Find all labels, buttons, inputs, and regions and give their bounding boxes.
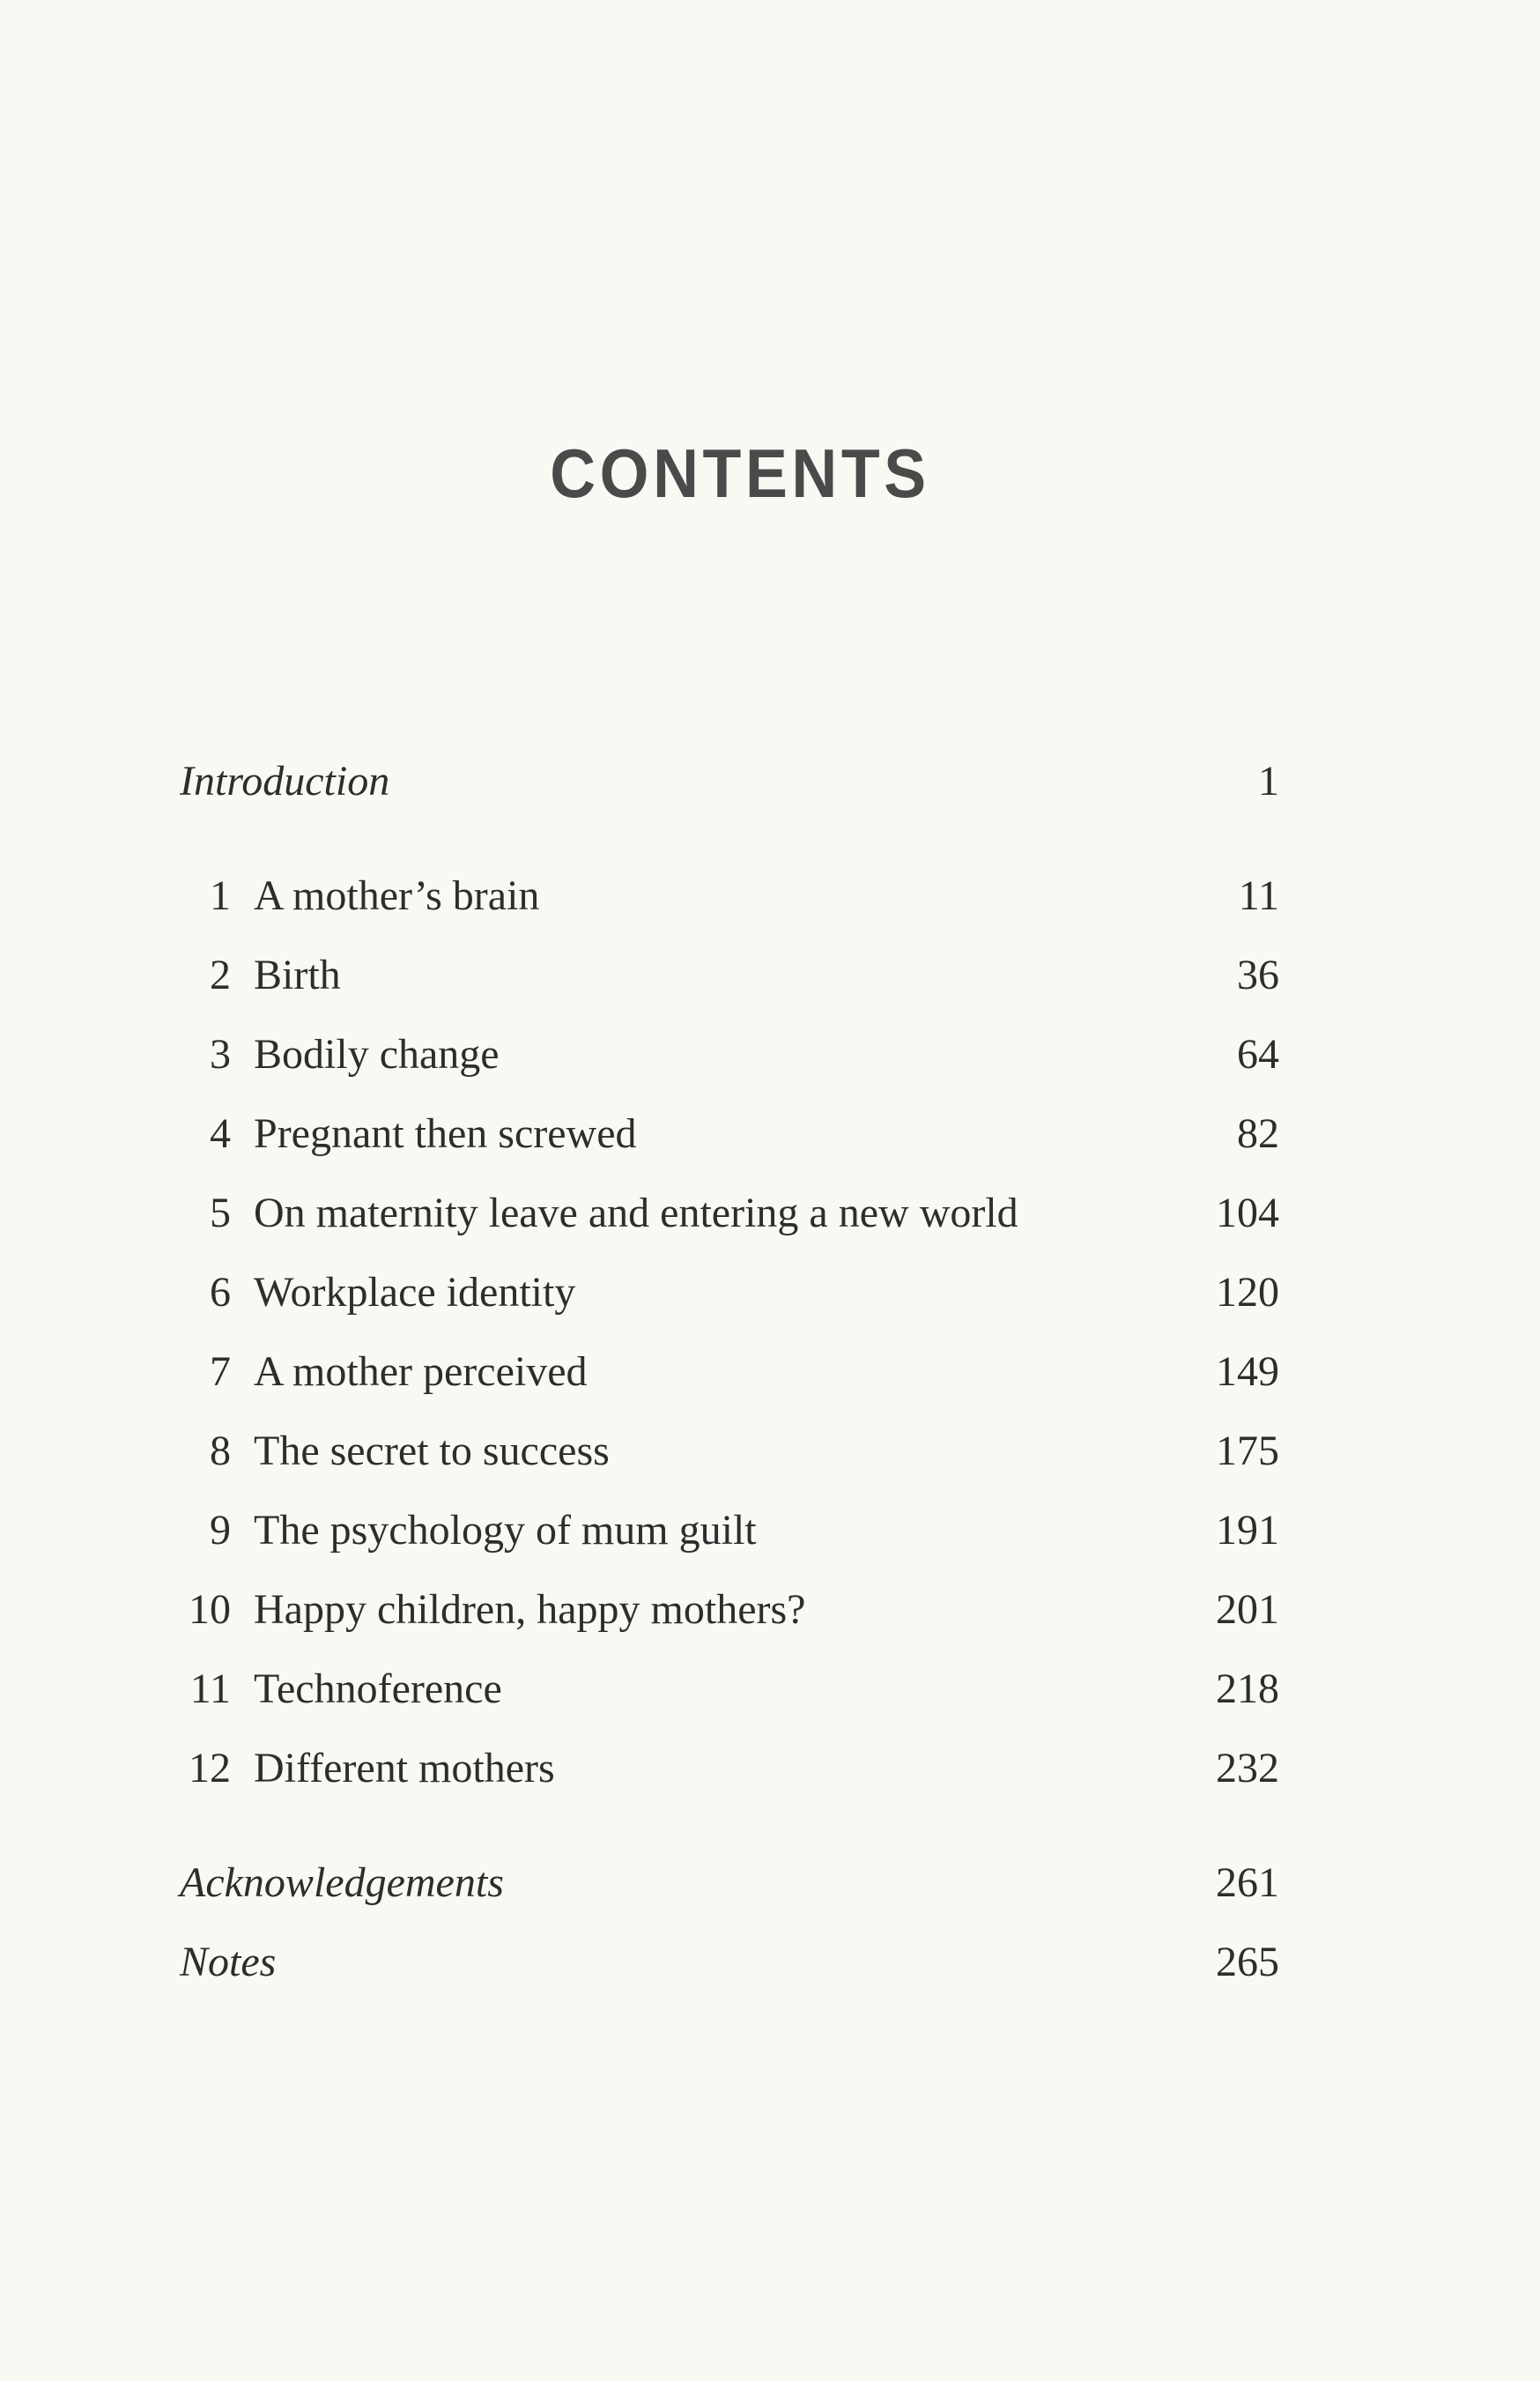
- entry-label: Acknowledgements: [180, 1859, 504, 1906]
- entry-page: 175: [1216, 1428, 1279, 1474]
- chapter-title: Bodily change: [254, 1031, 500, 1078]
- toc-entry-chapter-7: [0, 1341, 1540, 1403]
- chapter-number: 8: [210, 1428, 231, 1474]
- chapter-title: The psychology of mum guilt: [254, 1507, 757, 1554]
- chapter-title: The secret to success: [254, 1428, 610, 1474]
- toc-entry-chapter-4: [0, 1103, 1540, 1165]
- entry-page: 218: [1216, 1665, 1279, 1712]
- chapter-number: 9: [210, 1507, 231, 1554]
- entry-page: 261: [1216, 1859, 1279, 1906]
- entry-page: 120: [1216, 1269, 1279, 1316]
- toc-entry-chapter-12: [0, 1738, 1540, 1799]
- toc-entry-chapter-11: [0, 1658, 1540, 1720]
- chapter-number: 10: [189, 1586, 231, 1633]
- toc-entry-chapter-9: [0, 1500, 1540, 1561]
- chapter-number: 11: [189, 1665, 231, 1712]
- chapter-title: Pregnant then screwed: [254, 1110, 637, 1157]
- chapter-title: Workplace identity: [254, 1269, 576, 1316]
- toc-entry-chapter-6: [0, 1262, 1540, 1324]
- toc-entry-chapter-8: [0, 1420, 1540, 1482]
- entry-page: 64: [1237, 1031, 1279, 1078]
- chapter-number: 2: [210, 952, 231, 998]
- chapter-title: Birth: [254, 952, 341, 998]
- chapter-number: 6: [210, 1269, 231, 1316]
- entry-label: Notes: [180, 1939, 277, 1985]
- chapter-number: 4: [210, 1110, 231, 1157]
- entry-page: 232: [1216, 1745, 1279, 1791]
- toc-entry-chapter-10: [0, 1579, 1540, 1641]
- entry-page: 104: [1216, 1190, 1279, 1236]
- entry-page: 201: [1216, 1586, 1279, 1633]
- toc-entry-chapter-1: [0, 865, 1540, 927]
- page-title: CONTENTS: [550, 434, 930, 512]
- toc-entry-introduction: [0, 751, 1540, 812]
- chapter-title: Happy children, happy mothers?: [254, 1586, 806, 1633]
- entry-page: 82: [1237, 1110, 1279, 1157]
- chapter-title: A mother’s brain: [254, 872, 540, 919]
- toc-entry-chapter-2: [0, 945, 1540, 1006]
- chapter-number: 12: [189, 1745, 231, 1791]
- entry-page: 265: [1216, 1939, 1279, 1985]
- chapter-title: A mother perceived: [254, 1348, 588, 1395]
- entry-page: 36: [1237, 952, 1279, 998]
- chapter-number: 1: [210, 872, 231, 919]
- toc-entry-chapter-5: [0, 1183, 1540, 1244]
- entry-page: 191: [1216, 1507, 1279, 1554]
- chapter-title: On maternity leave and entering a new world: [254, 1190, 1018, 1236]
- toc-entry-acknowledgements: [0, 1852, 1540, 1914]
- chapter-number: 7: [210, 1348, 231, 1395]
- toc-entry-chapter-3: [0, 1024, 1540, 1086]
- chapter-title: Different mothers: [254, 1745, 555, 1791]
- chapter-number: 3: [210, 1031, 231, 1078]
- toc-entry-notes: [0, 1932, 1540, 1993]
- chapter-title: Technoference: [254, 1665, 502, 1712]
- chapter-number: 5: [210, 1190, 231, 1236]
- entry-page: 1: [1258, 758, 1279, 805]
- entry-label: Introduction: [180, 758, 390, 805]
- entry-page: 11: [1238, 872, 1279, 919]
- entry-page: 149: [1216, 1348, 1279, 1395]
